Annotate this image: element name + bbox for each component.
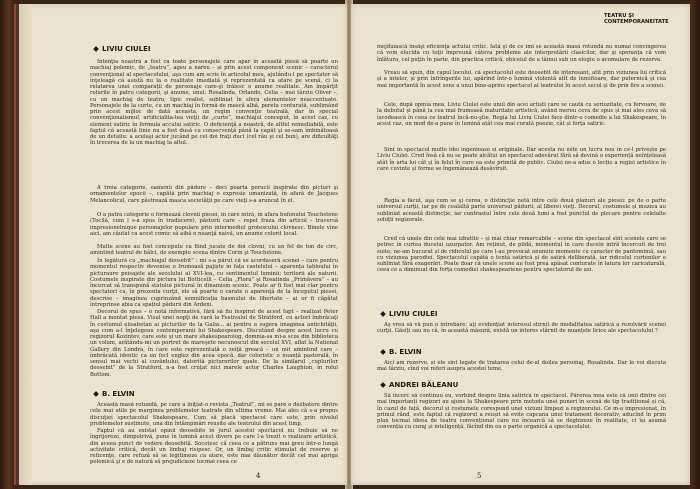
- paragraph: Să încerc să continuu eu, vorbind despre linia satirică în spectacol. Părerea mea este că unii dintre cei mai importanți regizori au ajuns la Shakespeare prin metoda unei puneri în scenă de tip tradițional și că, în cazul de față, decorul și costumele corespund unei viziuni limpezi a regizorului. Ce m-a impresionat, în primul rând, este faptul că regizorul a reușit să evite capcana unui tratament decorativ, aducînd în prim plan tocmai ideea de teatru convențional care nu încearcă să se deghizeze în realitate, ci își asumă convenția cu curaj și inteligență, făcînd din ea o parte organică a spectacolului.: [377, 393, 666, 431]
- paragraph: A treia categorie, oamenii din pădure – deci poarta perucii inspirate din picturi şi ornamentelor epocii –, capătă prin machiaj o expresie umanizată, în afară de Jacques Melancolicul, care păstrează masca societăţii pe care vieţi s-a aruncat în el.: [90, 185, 338, 204]
- paragraph: O a patra categorie o formează clovnii piesei, în care intră, în afara bufonului Touchstone (Tocilă, cum i s-a spus în traducere), păstorii care – repet fraza din articol – traversă impresionelnique personajelor populare prin intermediul grotescului clovnesc. Binele vine aici, am căutat ca acest comic să aibă o nuanţă naivă, un anume colorit local.: [90, 212, 338, 237]
- diamond-bullet-icon: [380, 349, 386, 355]
- speaker-name: LIVIU CIULEI: [389, 310, 438, 318]
- paragraph: Multe scene au fost concepute ca fiind jucate de doi clovni, cu un fel de ton de circ, amintind teatrul de bâlci, de exemplu scena dintre Corin şi Touchstone.: [90, 244, 338, 257]
- speaker-heading-liviu-ciulei: [381, 310, 437, 318]
- paragraph: Decorul de spus – o notă informativă, fără să fiu inspirat de acest fapt – realizat Peter Hall a montat piesa. Visul unei nopţi de vară la Festivalul de Stratford, cu actori îmbrăcaţi în costumul elisabetan ai picturilor de la Galia... ai pentru a sugera imaginea antichităţii, aşa cum a-l înţelegeau contemporanii lui Shakespeare. Discutând despre acest lucru cu regizorul Kozintev, care este şi un mare shakespearolog, domnia-sa mi-a scos din biblioteca un volum, arătându-mi un portret de mareşete necunoscut din secolul XVI, aflat la National Gallery din Londra, în care este reprezentată o zeiţă greacă – un mit amintind care – îmbrăcată identic ca un fecl englez din acea epocă, dar coloristic o nuanță pastorală, în sensul mai vechi al cuvântului, datorită picturorilor quale. De la similarul „cuplurilor deosebit” de la Stratford, n-a fost cruţat nici marele actor Charles Laughton, în rolul Bottom.: [90, 309, 338, 378]
- speaker-name: LIVIU CIULEI: [102, 45, 151, 53]
- paragraph: Sînt în spectacol multe idei ingenioase și originale. Dar acesta nu este un lucru nou în ce-l privește pe Liviu Ciulei. Cred însă că nu se poate alcătui un spectacol adevărat fără să devină o experiență neînțeleasă atât în arta lui cât și în felul în care ea este primită de public. Ciulei ne-a adus o lecție a regiei artistice în care cuvinte și forme se îngemănează desăvîrșit.: [377, 147, 666, 172]
- paragraph: Această masă rotundă, pe care a iniţiat-o revista „Teatrul”, mi se pare o dezbatere dintre cele mai utile pe marginea problemelor teatrale din ultima vreme. Mai ales că s-a propus discuţiei spectacolul Shakespeare. Cum să placă spectacol care este, prin nivelul problemelor susținute, una din întâmpinări reușite ale teatrului din acest timp.: [90, 402, 338, 427]
- paragraph: Cred că unele din cele mai izbutite – și mai chiar remarcabile – scene din spectacol sînt scenele care se petrec în curtea ducelui uzurpator. Am reținut, de pildă, momentul în care ducele intră încercuit de trei suite; ne-am bucurat și de ridicolul pe care l-au provocat anumite momente cu caracter de pantomimă, sau cu viziunea parodiei. Spectacolul capătă o tentă satirică și de satiră deliberată, iar ridicolul curtenilor e subliniat fără exagerări. Poate doar că unele scene au fost prea apăsat conturate în latura lor caricaturală, ceea ce a diminuat din forța comediei shakespeariene pentru spectatorul de azi.: [377, 236, 666, 274]
- diamond-bullet-icon: [380, 382, 386, 388]
- paragraph: Aş vrea să vă pun o întrebare: aţi evidenţiat interesul stîrnit de modalitatea satirică a rezolvării scenei curţii. Găsiți sau nu că, în această măsură, există un interes stârnit de nuanțele lirice ale spectacolului ?: [377, 322, 666, 335]
- section-label: TEATRU ŞI CONTEMPORANEITATE: [604, 13, 669, 25]
- speaker-name: B. ELVIN: [102, 390, 135, 398]
- diamond-bullet-icon: [93, 46, 99, 52]
- paragraph: Cele, după opinia mea, Liviu Ciulei este unul din acei artiști care se caută cu seriozitate, cu fervoare, de la debutul și până la cea mai frumoasă maturitate artistică, având mereu ceva de spus și mai ales ceva să iscodească în ceea ce teatrul încă-nu-ştie. Regia lui Liviu Ciulei face dintr-o comedie a lui Shakespeare, în acest caz, un mod de-a pune în lumină atât cea mai curată poezie, cât și forța satiric.: [377, 102, 666, 127]
- paragraph: Vreau să spun, din capul locului, că spectacolul este deosebit de interesant, atît prin viziunea lui critică și a intelor, și prin înfrîngerile lui, apărînd într-o lumină violentă atît de înnoitoare, dar puternică și cea mai importantă în acest sens a unui bine-aprins spectacol al teatrului în acest secol și de prin fire a scenei.: [377, 70, 666, 89]
- speaker-heading-liviu-ciulei: [94, 45, 150, 53]
- paragraph: Regia a făcut, aşa cum se şi cerea, o distincţie netă între cele două planuri ale piesei: pe de o parte universul curţii, iar pe de cealaltă parte universul pădurii, al liberei vieţi. Decorul, costumele și muzica au subliniat această distincție, iar contrastul între cele două lumi a fost punctul de plecare pentru celelalte soluții regizorale.: [377, 198, 666, 223]
- right-page: [351, 4, 690, 485]
- page-number-right: 5: [477, 472, 482, 480]
- paragraph: În legătură cu „machiajul deosebit” : mi s-a părut că se acordaseră scenei – care pentru momentul respectiv devenise o frumoasă pajiște în fața castelului – aparența tabloului în picturaure peisajele ale secolului al XVI-lea, cu sentimentul luminii; teritorii ale naturii. Costumele inspirate din pictura lui Botticelli – Celia „Flora” şi Rosalinda „Primăvera” – au încercat să transpună statului pictural în dinamism scenic. Poate ar fi fost mai clar pentru spectatori ca, în prezenta curţii, ele să poarte o carate o aparenţă de la începutul piesei, descrise – imaginea cuprinzând semnificația basmului de libertate – ai or fi căpătat întreprinse abia ca spațiul pădurii din Ardeni.: [90, 258, 338, 308]
- paragraph: Faptul că au existat opinii deosebite în jurul acestui spectacol nu trebuie să ne îngrijoreze, dimpotrivă, pune în lumină acest divers pe care l-a trezit o realizare artistică, din aceea punct de vedere deosebită. Socotesc că ceea ce a pătruns mai greu într-o lungă activitate critică, decât un limbaj risipesc. Or, un limbaj critic stimulat de reserve şi reticenţe, care refuză să se legitimeze ca atare, este mai dăunător decât cel mai apriga polemică şi e de natură să prejudicieze tocmai ceea ce: [90, 428, 338, 466]
- speaker-name: B. ELVIN: [389, 348, 422, 356]
- paragraph: Aici am rezerve, și ele sînt legate de tratarea celui de-al doilea personaj, Rosalinda. Dar le voi discuta mai târziu, cînd voi referi asupra acestei teme.: [377, 360, 666, 373]
- speaker-name: ANDREI BĂLEANU: [389, 381, 459, 389]
- speaker-heading-andrei-baleanu: [381, 381, 458, 389]
- paragraph: Intenţia noastră a fost ca toate personajele care apar în această piesă să poarte un machiaj polemic, de „teatru”, ageu a nareu – și prin acest component scenic – caracterul convenţional al spectacolului, aşa cum am scris în articolul meu, ajutându-l pe spectator să înţeleagă că asistă nu la o realitate imediată şi reprezentată ca atare pe scenă, ci la relatarea unei comparaţii de personaje care-şi trăiesc o anume realitate. Am împărţit rolurile în patru categorii, şi anume, unul: Rosalinda, Orlando, Celia – mai târziu Oliver –, cu un machiaj de teatru, tipic realist, subliniat în sfera elementelor neaccentuate. Personajele de la curte, cu un machiaj în formă de mască albă, pereta conturată, sublimând prin acest mijloc de dată aceasta, un regim convenţie teatrală, dar în special convenţionalismul, artificialita-tea vieţii de „curte”, machiajul conceput, în acest caz, cu element satiric în formula accului satiric. O deficienţă a noastră, de altfel remediabilă, este faptul că această linie nu a fost dusă cu consecvenţă până la capăt şi se-sam îmbinătoasă de un detaliu: a acelaşi actor jucând pe cel doi fraţi duci (cel rău şi cel bun), are dificultăţi în trecerea de la un machiaj la altul.: [90, 59, 338, 147]
- left-page: [14, 4, 347, 485]
- diamond-bullet-icon: [380, 311, 386, 317]
- diamond-bullet-icon: [93, 391, 99, 397]
- page-number-left: 4: [256, 472, 261, 480]
- book-binding-left: [0, 0, 14, 489]
- speaker-heading-b-elvin: [94, 390, 135, 398]
- speaker-heading-b-elvin: [381, 348, 422, 356]
- book-binding-right: [690, 0, 700, 489]
- paragraph: mejduiască însăşi eficienţa actului critic. Iată şi de ce îmi se această masă rotundă nu numai convingerea că vom elucida cu toţii împreună câteva probleme ale interpretării clasicilor, dar şi speranţa că vom înlătura, cel puţin în parte, din practica critică, obiceiul de a tăinui sub un elogiu o acumulare de rezerve.: [377, 44, 666, 63]
